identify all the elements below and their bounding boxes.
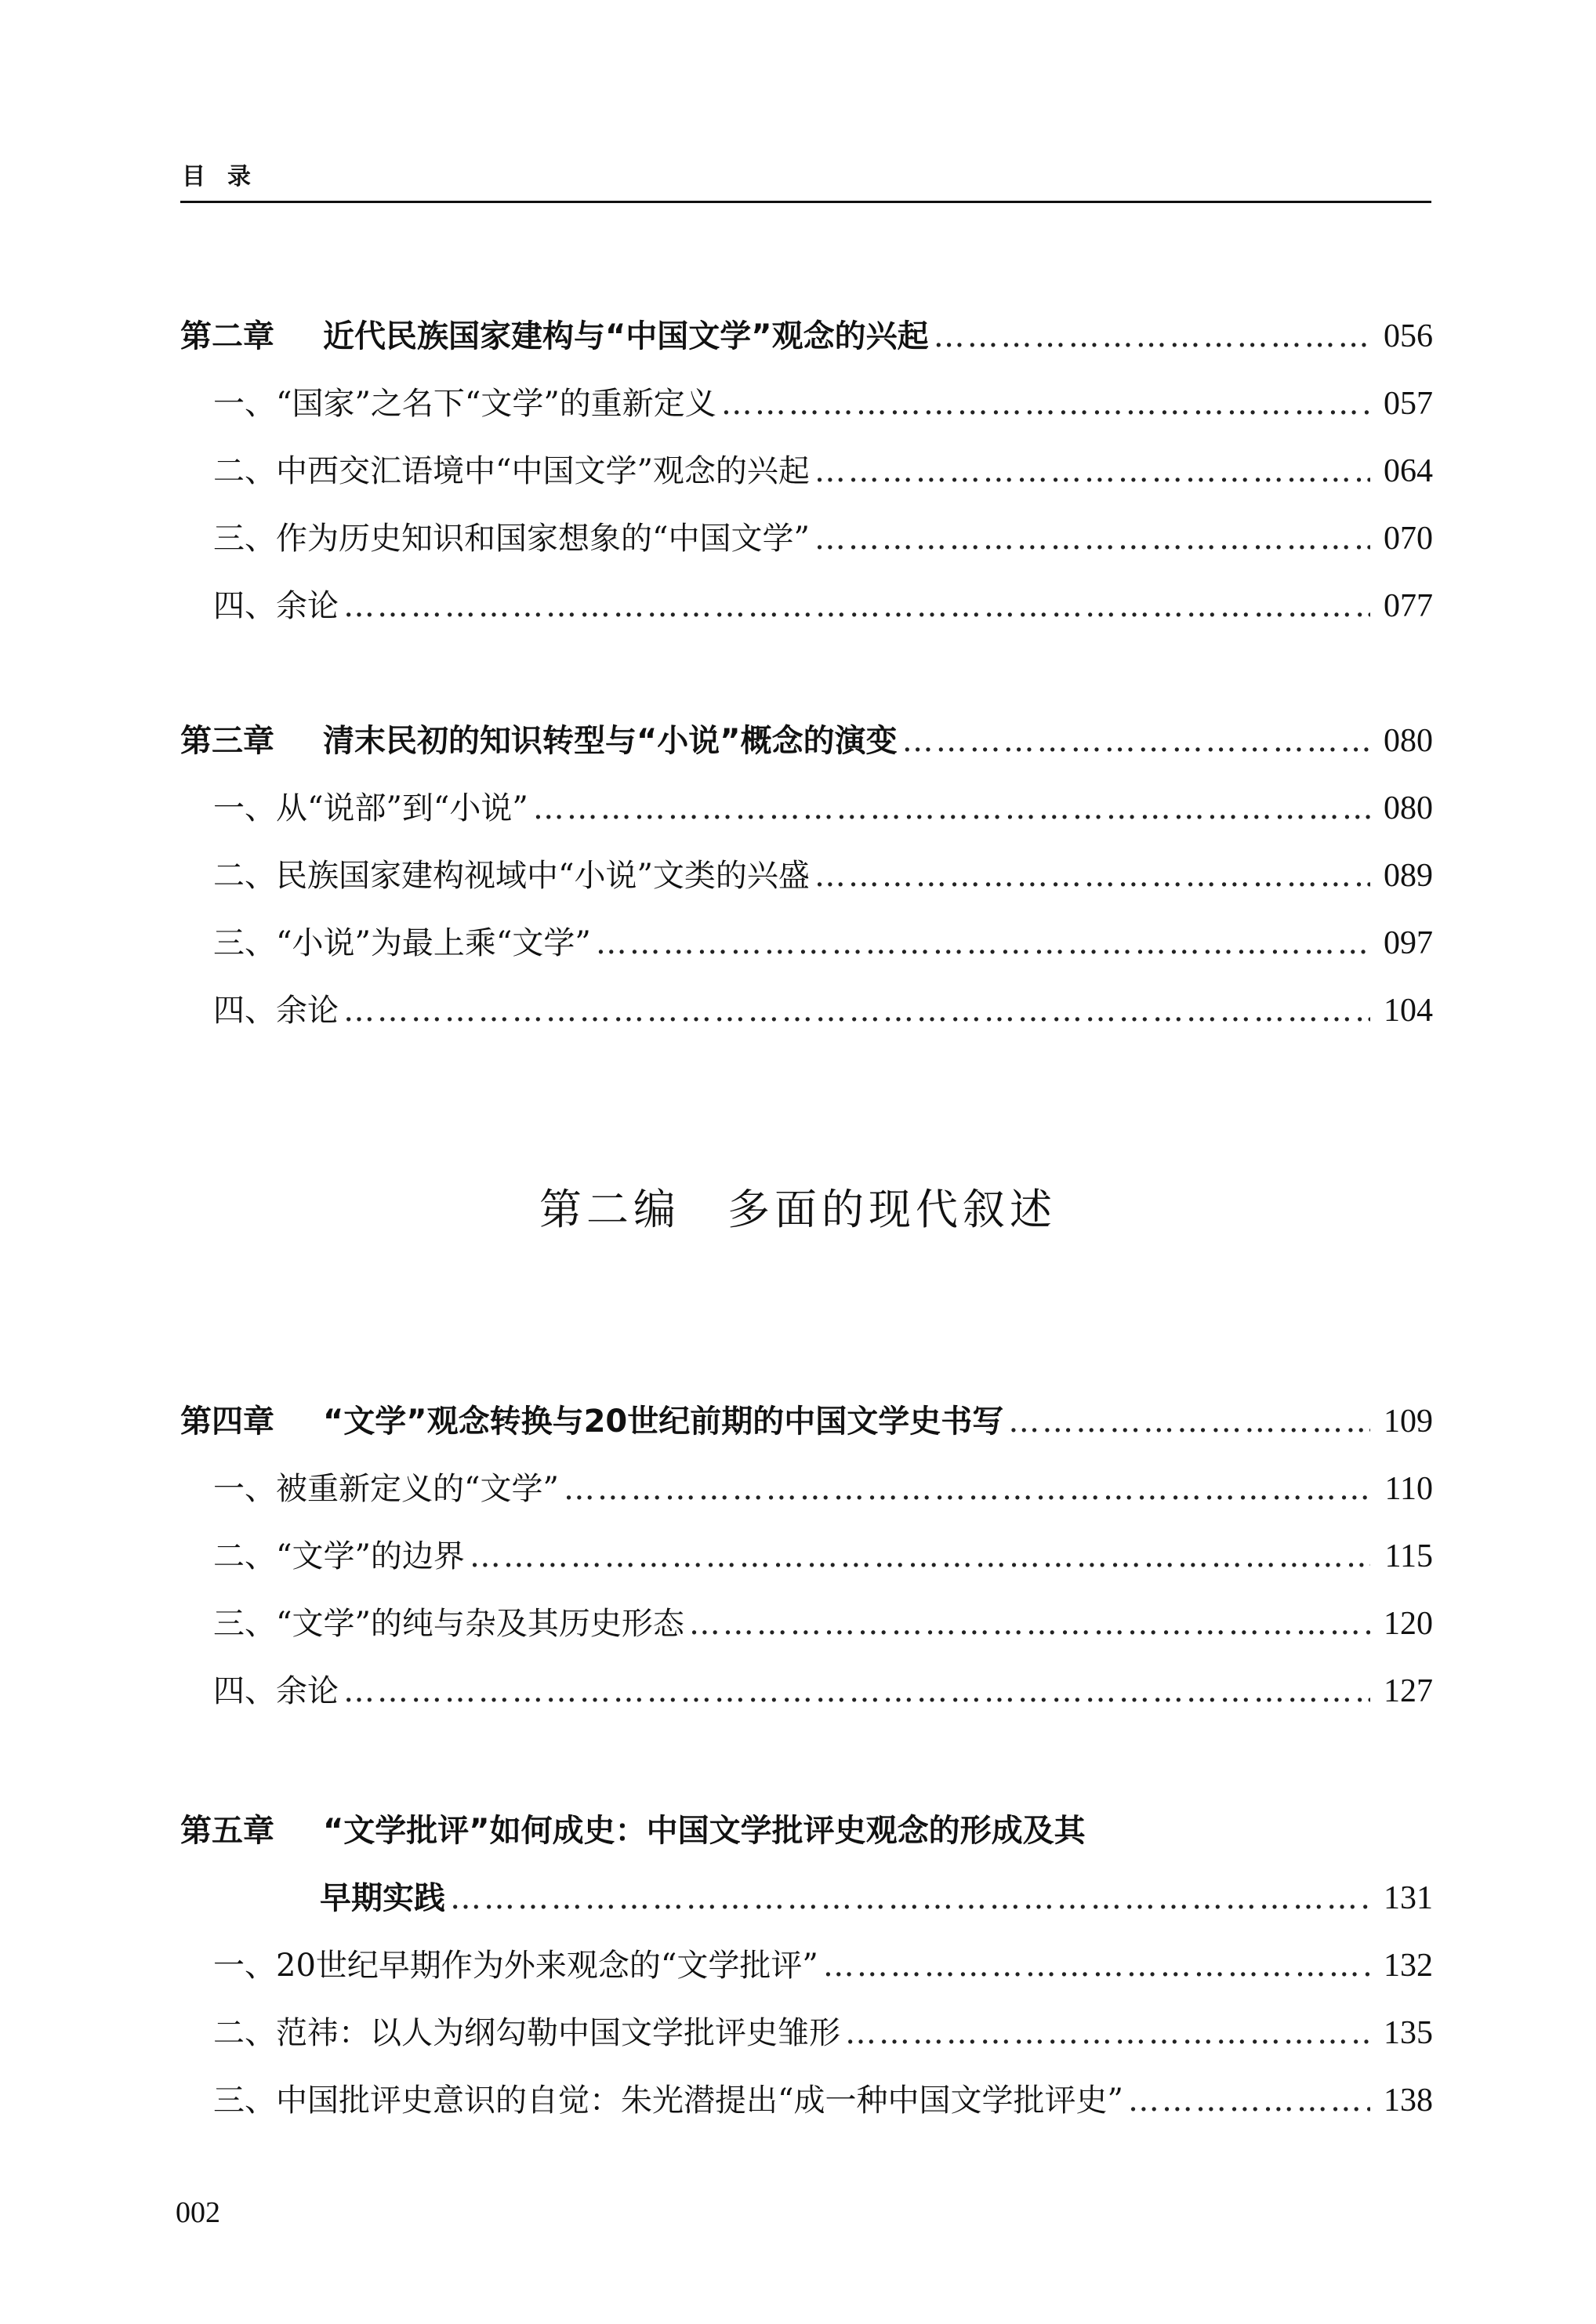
section-title: 二、中西交汇语境中“中国文学”观念的兴起 bbox=[213, 453, 810, 489]
section-entry[interactable] bbox=[180, 370, 1433, 438]
section-title: 三、“小说”为最上乘“文学” bbox=[213, 925, 591, 961]
page-ref: 132 bbox=[1384, 1948, 1433, 1984]
section-entry[interactable] bbox=[180, 2067, 1433, 2134]
dot-leader bbox=[721, 370, 1370, 438]
dot-leader bbox=[902, 707, 1370, 775]
chapter-2 bbox=[180, 303, 1433, 640]
chapter-number: 第四章 bbox=[180, 1403, 274, 1440]
part-title: 多面的现代叙述 bbox=[727, 1185, 1057, 1234]
chapter-title: 清末民初的知识转型与“小说”概念的演变 bbox=[323, 723, 898, 759]
page-ref: 089 bbox=[1384, 858, 1433, 894]
dot-leader bbox=[845, 1999, 1370, 2067]
section-title: 一、从“说部”到“小说” bbox=[213, 790, 528, 826]
chapter-heading[interactable] bbox=[180, 1797, 1433, 1865]
page-ref: 138 bbox=[1384, 2083, 1433, 2119]
page-ref: 104 bbox=[1384, 993, 1433, 1029]
chapter-title: “文学批评”如何成史：中国文学批评史观念的形成及其 bbox=[323, 1813, 1086, 1849]
dot-leader bbox=[1128, 2067, 1370, 2134]
running-header: 目录 bbox=[182, 163, 273, 191]
section-title: 四、余论 bbox=[213, 588, 339, 624]
chapter-number: 第五章 bbox=[180, 1813, 274, 1849]
chapter-5 bbox=[180, 1797, 1433, 2134]
dot-leader bbox=[343, 572, 1370, 640]
dot-leader bbox=[470, 1523, 1370, 1590]
page-ref: 135 bbox=[1384, 2015, 1433, 2051]
chapter-title: “文学”观念转换与20世纪前期的中国文学史书写 bbox=[323, 1403, 1004, 1440]
section-title: 三、作为历史知识和国家想象的“中国文学” bbox=[213, 521, 810, 557]
section-title: 二、“文学”的边界 bbox=[213, 1538, 465, 1574]
chapter-4 bbox=[180, 1388, 1433, 1725]
section-title: 一、“国家”之名下“文学”的重新定义 bbox=[213, 386, 716, 422]
page-ref: 080 bbox=[1384, 723, 1433, 759]
section-title: 三、“文学”的纯与杂及其历史形态 bbox=[213, 1606, 684, 1642]
dot-leader bbox=[343, 977, 1370, 1044]
page-ref: 127 bbox=[1384, 1673, 1433, 1709]
chapter-title: 近代民族国家建构与“中国文学”观念的兴起 bbox=[323, 318, 929, 354]
page-ref: 056 bbox=[1384, 318, 1433, 354]
page-number: 002 bbox=[176, 2196, 220, 2229]
section-entry[interactable] bbox=[180, 1932, 1433, 1999]
section-entry[interactable] bbox=[180, 910, 1433, 977]
dot-leader bbox=[533, 775, 1370, 842]
section-entry[interactable] bbox=[180, 775, 1433, 842]
page-ref: 077 bbox=[1384, 588, 1433, 624]
dot-leader bbox=[823, 1932, 1370, 1999]
section-title: 四、余论 bbox=[213, 993, 339, 1029]
chapter-title-continued: 早期实践 bbox=[320, 1880, 445, 1916]
chapter-heading[interactable] bbox=[180, 303, 1433, 370]
page-ref: 070 bbox=[1384, 521, 1433, 557]
dot-leader bbox=[343, 1658, 1370, 1725]
dot-leader bbox=[1008, 1388, 1370, 1455]
page-ref: 120 bbox=[1384, 1606, 1433, 1642]
page-ref: 080 bbox=[1384, 790, 1433, 826]
dot-leader bbox=[596, 910, 1370, 977]
page-ref: 115 bbox=[1384, 1538, 1433, 1574]
part-number: 第二编 bbox=[539, 1185, 680, 1234]
page-ref: 131 bbox=[1384, 1880, 1433, 1916]
section-entry[interactable] bbox=[180, 977, 1433, 1044]
dot-leader bbox=[934, 303, 1370, 370]
section-title: 四、余论 bbox=[213, 1673, 339, 1709]
section-title: 一、20世纪早期作为外来观念的“文学批评” bbox=[213, 1948, 818, 1984]
section-entry[interactable] bbox=[180, 1455, 1433, 1523]
page-ref: 097 bbox=[1384, 925, 1433, 961]
section-entry[interactable] bbox=[180, 1999, 1433, 2067]
part-heading bbox=[0, 1176, 1596, 1236]
dot-leader bbox=[689, 1590, 1370, 1658]
section-entry[interactable] bbox=[180, 505, 1433, 572]
chapter-number: 第三章 bbox=[180, 723, 274, 759]
chapter-heading[interactable] bbox=[180, 1388, 1433, 1455]
dot-leader bbox=[814, 505, 1370, 572]
chapter-heading[interactable] bbox=[180, 707, 1433, 775]
page-ref: 057 bbox=[1384, 386, 1433, 422]
section-title: 二、民族国家建构视域中“小说”文类的兴盛 bbox=[213, 858, 810, 894]
dot-leader bbox=[450, 1865, 1370, 1932]
dot-leader bbox=[814, 438, 1370, 505]
section-title: 三、中国批评史意识的自觉：朱光潜提出“成一种中国文学批评史” bbox=[213, 2083, 1123, 2119]
section-entry[interactable] bbox=[180, 572, 1433, 640]
chapter-heading-continued[interactable] bbox=[180, 1865, 1433, 1932]
page-ref: 064 bbox=[1384, 453, 1433, 489]
section-title: 一、被重新定义的“文学” bbox=[213, 1471, 559, 1507]
header-rule bbox=[180, 201, 1431, 203]
section-entry[interactable] bbox=[180, 1658, 1433, 1725]
chapter-number: 第二章 bbox=[180, 318, 274, 354]
dot-leader bbox=[814, 842, 1370, 910]
page-ref: 109 bbox=[1384, 1403, 1433, 1440]
dot-leader bbox=[564, 1455, 1370, 1523]
section-entry[interactable] bbox=[180, 438, 1433, 505]
page-ref: 110 bbox=[1384, 1471, 1433, 1507]
section-entry[interactable] bbox=[180, 1590, 1433, 1658]
section-entry[interactable] bbox=[180, 1523, 1433, 1590]
chapter-3 bbox=[180, 707, 1433, 1044]
section-title: 二、范祎：以人为纲勾勒中国文学批评史雏形 bbox=[213, 2015, 840, 2051]
section-entry[interactable] bbox=[180, 842, 1433, 910]
